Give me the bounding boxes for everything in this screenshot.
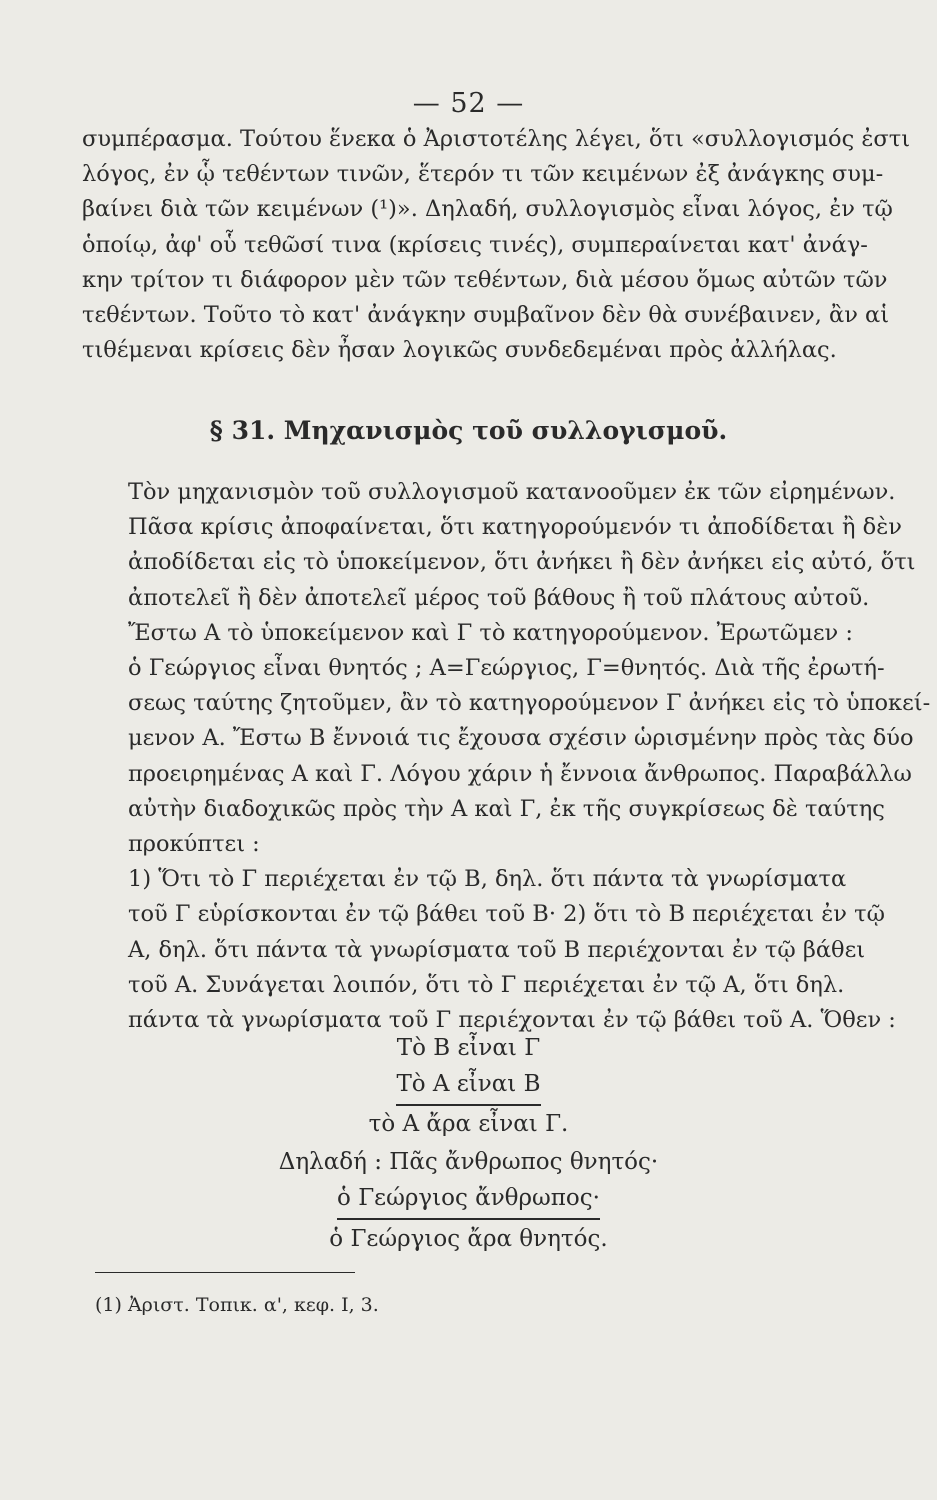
text-line: ὁ Γεώργιος εἶναι θνητός ; Α=Γεώργιος, Γ=θνητός. Διὰ τῆς ἐρωτή- [128, 655, 885, 682]
text-line: Ἔστω Α τὸ ὑποκείμενον καὶ Γ τὸ κατηγορούμενον. Ἐρωτῶμεν : [128, 619, 853, 646]
text-line: Πᾶσα κρίσις ἀποφαίνεται, ὅτι κατηγορούμενόν τι ἀποδίδεται ἢ δὲν [128, 514, 902, 541]
example-minor-text: ὁ Γεώργιος ἄνθρωπος· [337, 1180, 600, 1220]
text-line: προκύπτει : [128, 831, 260, 858]
paragraph-syllogism-definition [82, 122, 916, 368]
text-line: σεως ταύτης ζητοῦμεν, ἂν τὸ κατηγορούμενον Γ ἀνήκει εἰς τὸ ὑποκεί- [128, 690, 931, 717]
text-line: συμπέρασμα. Τούτου ἕνεκα ὁ Ἀριστοτέλης λέγει, ὅτι «συλλογισμός ἐστι [82, 126, 911, 152]
text-line: αὐτὴν διαδοχικῶς πρὸς τὴν Α καὶ Γ, ἐκ τῆς συγκρίσεως δὲ ταύτης [128, 795, 885, 822]
example-major-premise: Δηλαδή : Πᾶς ἄνθρωπος θνητός· [278, 1149, 659, 1175]
text-line: ἀποδίδεται εἰς τὸ ὑποκείμενον, ὅτι ἀνήκει ἢ δὲν ἀνήκει εἰς αὐτό, ὅτι [128, 549, 916, 576]
example-minor-premise [0, 1180, 937, 1220]
section-heading: § 31. Μηχανισμὸς τοῦ συλλογισμοῦ. [209, 416, 728, 445]
text-line: τεθέντων. Τοῦτο τὸ κατ' ἀνάγκην συμβαῖνον δὲν θὰ συνέβαινεν, ἂν αἱ [82, 302, 890, 329]
text-line: βαίνει διὰ τῶν κειμένων (¹)». Δηλαδή, συλλογισμὸς εἶναι λόγος, ἐν τῷ [82, 196, 893, 223]
text-line: προειρημένας Α καὶ Γ. Λόγου χάριν ἡ ἔννοια ἄνθρωπος. Παραβάλλω [128, 760, 912, 787]
syllogism-major-premise: Τὸ Β εἶναι Γ [396, 1035, 541, 1061]
text-line: τιθέμεναι κρίσεις δὲν ἦσαν λογικῶς συνδεδεμέναι πρὸς ἀλλήλας. [82, 337, 837, 364]
footnote: (1) Ἀριστ. Τοπικ. α', κεφ. Ι, 3. [95, 1294, 379, 1316]
minor-premise-text: Τὸ Α εἶναι Β [396, 1066, 540, 1106]
syllogism-minor-premise [0, 1066, 937, 1106]
text-line: ὁποίῳ, ἀφ' οὗ τεθῶσί τινα (κρίσεις τινές), συμπεραίνεται κατ' ἀνάγ- [82, 231, 868, 258]
text-line: Α, δηλ. ὅτι πάντα τὰ γνωρίσματα τοῦ Β περιέχονται ἐν τῷ βάθει [128, 936, 866, 963]
text-line: κην τρίτον τι διάφορον μὲν τῶν τεθέντων, διὰ μέσου ὅμως αὐτῶν τῶν [82, 266, 888, 293]
text-line: πάντα τὰ γνωρίσματα τοῦ Γ περιέχονται ἐν τῷ βάθει τοῦ Α. Ὅθεν : [128, 1007, 896, 1034]
text-line: λόγος, ἐν ᾧ τεθέντων τινῶν, ἕτερόν τι τῶν κειμένων ἐξ ἀνάγκης συμ- [82, 161, 884, 188]
paragraph-mechanism [82, 475, 931, 1038]
page-number: — 52 — [412, 88, 525, 119]
footnote-divider [95, 1272, 355, 1273]
text-line: τοῦ Γ εὑρίσκονται ἐν τῷ βάθει τοῦ Β· 2) ὅτι τὸ Β περιέχεται ἐν τῷ [128, 901, 885, 928]
text-line: μενον Α. Ἔστω Β ἔννοιά τις ἔχουσα σχέσιν ὡρισμένην πρὸς τὰς δύο [128, 725, 914, 752]
text-line: ἀποτελεῖ ἢ δὲν ἀποτελεῖ μέρος τοῦ βάθους ἢ τοῦ πλάτους αὐτοῦ. [128, 584, 870, 611]
example-conclusion: ὁ Γεώργιος ἄρα θνητός. [329, 1226, 608, 1252]
text-line: 1) Ὅτι τὸ Γ περιέχεται ἐν τῷ Β, δηλ. ὅτι πάντα τὰ γνωρίσματα [128, 866, 847, 893]
text-line: Τὸν μηχανισμὸν τοῦ συλλογισμοῦ κατανοοῦμεν ἐκ τῶν εἰρημένων. [128, 479, 896, 505]
text-line: τοῦ Α. Συνάγεται λοιπόν, ὅτι τὸ Γ περιέχεται ἐν τῷ Α, ὅτι δηλ. [128, 971, 845, 998]
syllogism-conclusion: τὸ Α ἄρα εἶναι Γ. [368, 1111, 569, 1137]
